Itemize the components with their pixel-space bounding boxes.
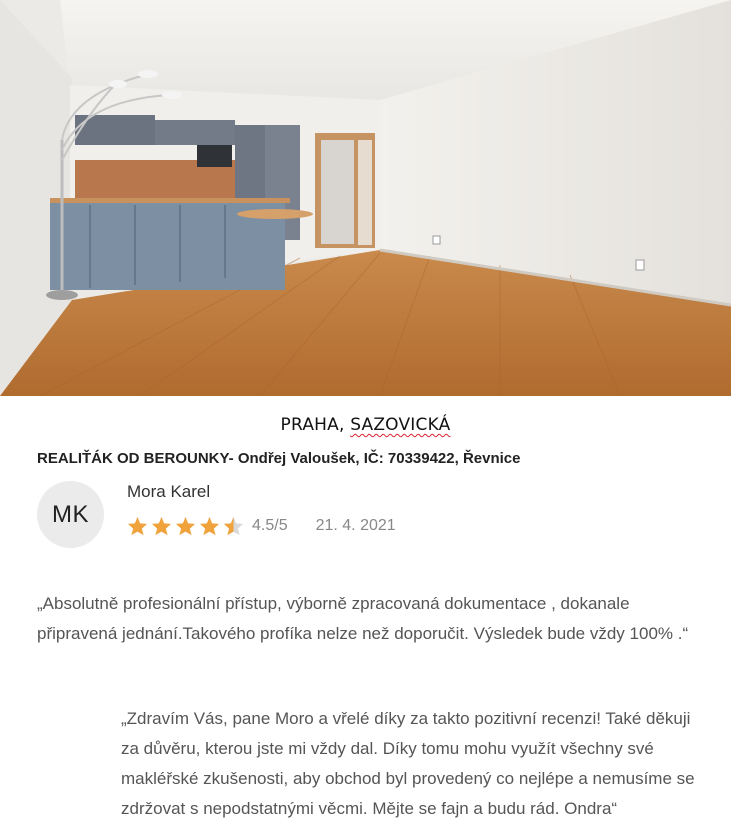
review-reply: „Zdravím Vás, pane Moro a vřelé díky za takto pozitivní recenzi! Také děkuji za důvěru, kterou jste mi vždy dal. Díky tomu mohu využít všechny své makléřské zkušenosti, aby obchod byl provedený co nejlépe a nemusíme se zdržovat s nepodstatnými věcmi. Mějte se fajn a budu rád. Ondra“: [121, 709, 695, 818]
agent-info: REALIŤÁK OD BEROUNKY- Ondřej Valoušek, IČ: 70339422, Řevnice: [37, 450, 521, 467]
star-icon: [127, 516, 148, 536]
star-icon: [151, 516, 172, 536]
apartment-photo: [0, 0, 731, 396]
review-text: „Absolutně profesionální přístup, výborně zpracovaná dokumentace , dokanale připravená jednání.Takového profíka nelze než doporučit. Výsledek bude vždy 100% .“: [37, 594, 689, 643]
avatar: MK: [37, 481, 104, 548]
star-icon: [175, 516, 196, 536]
rating-row: [127, 514, 396, 538]
star-icon: [199, 516, 220, 536]
review-author: Mora Karel: [127, 482, 211, 501]
review-date: 21. 4. 2021: [315, 517, 396, 534]
location-street: SAZOVICKÁ: [350, 415, 451, 435]
rating-score: 4.5/5: [252, 517, 288, 534]
property-location: [0, 415, 731, 435]
location-city: PRAHA,: [280, 415, 345, 435]
half-star-icon: [223, 516, 244, 536]
star-rating: [127, 516, 244, 536]
